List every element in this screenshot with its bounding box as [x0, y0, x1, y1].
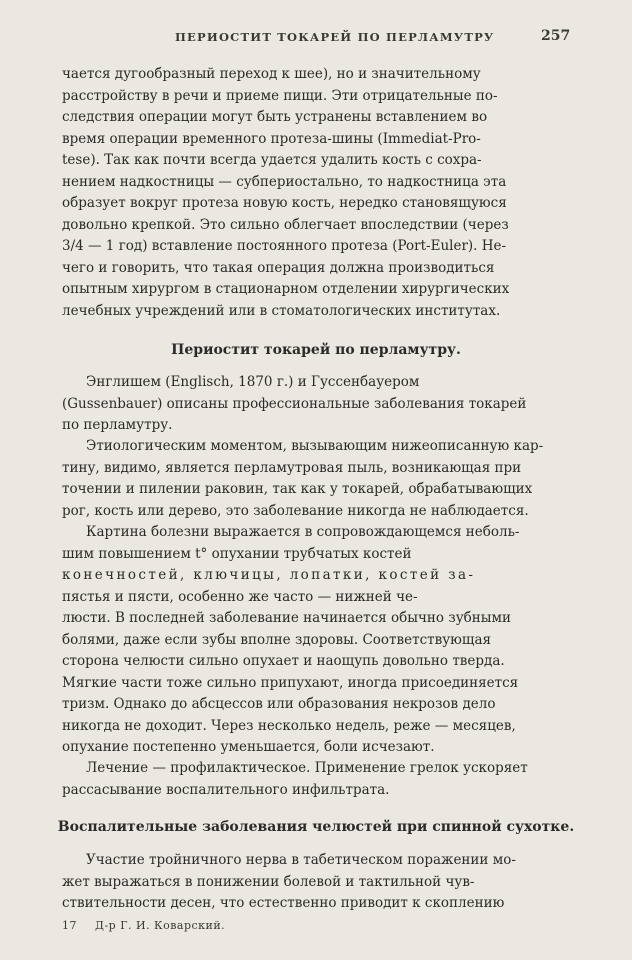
text-line: жет выражаться в понижении болевой и тактильной чув-	[62, 873, 475, 890]
author-signature: Д-р Г. И. Коварский.	[95, 919, 226, 932]
text-line: опытным хирургом в стационарном отделении хирургических	[62, 281, 510, 297]
text-line: время операции временного протеза-шины (Immediat-Pro-	[62, 130, 481, 147]
footer-signature	[62, 919, 225, 932]
text-line: тризм. Однако до абсцессов или образования некрозов дело	[62, 696, 496, 712]
text-line: рог, кость или дерево, это заболевание никогда не наблюдается.	[62, 502, 529, 519]
section-heading-tabes: Воспалительные заболевания челюстей при спинной сухотке.	[57, 819, 575, 835]
text-line: tese). Так как почти всегда удается удалить кость с сохра-	[62, 152, 482, 168]
text-line: Лечение — профилактическое. Применение грелок ускоряет	[86, 760, 528, 776]
page-number: 257	[541, 28, 571, 44]
text-line: конечностей, ключицы, лопатки, костей за-	[62, 567, 476, 583]
running-head: ПЕРИОСТИТ ТОКАРЕЙ ПО ПЕРЛАМУТРУ	[175, 30, 495, 44]
text-line: образует вокруг протеза новую кость, нередко становящуюся	[62, 195, 507, 211]
text-line: Участие тройничного нерва в табетическом поражении мо-	[86, 852, 516, 868]
text-line: 3/4 — 1 год) вставление постоянного протеза (Port-Euler). Не-	[62, 238, 507, 254]
text-line: расстройству в речи и приеме пищи. Эти отрицательные по-	[62, 87, 498, 104]
text-line: (Gussenbauer) описаны профессиональные заболевания токарей	[62, 395, 527, 412]
text-line: чего и говорить, что такая операция должна производиться	[62, 259, 495, 276]
text-line: Этиологическим моментом, вызывающим нижеописанную кар-	[86, 438, 544, 454]
section1-paragraph4	[62, 758, 570, 801]
text-line: никогда не доходит. Через несколько недель, реже — месяцев,	[62, 717, 516, 734]
text-line: сторона челюсти сильно опухает и наощупь довольно тверда.	[62, 653, 505, 669]
section2-paragraph1	[62, 850, 570, 915]
text-line: тину, видимо, является перламутровая пыль, возникающая при	[62, 459, 522, 476]
text-line: пястья и пясти, особенно же часто — нижней че-	[62, 588, 418, 605]
text-line: довольно крепкой. Это сильно облегчает впоследствии (через	[62, 216, 509, 233]
text-line: шим повышением t° опухании трубчатых костей	[62, 545, 412, 562]
text-line: точении и пилении раковин, так как у токарей, обрабатывающих	[62, 481, 533, 497]
sheet-number: 17	[62, 919, 77, 932]
text-line: опухание постепенно уменьшается, боли исчезают.	[62, 739, 435, 755]
text-line: нением надкостницы — субпериостально, то надкостница эта	[62, 173, 507, 190]
section-heading-pearl-turners: Периостит токарей по перламутру.	[171, 342, 461, 358]
text-line: ствительности десен, что естественно приводит к скоплению	[62, 895, 505, 911]
text-line: следствия операции могут быть устранены вставлением во	[62, 109, 488, 125]
text-line: люсти. В последней заболевание начинается обычно зубными	[62, 610, 512, 626]
text-line: болями, даже если зубы вполне здоровы. Соответствующая	[62, 631, 492, 648]
section1-paragraph1	[62, 372, 570, 437]
text-line: лечебных учреждений или в стоматологических институтах.	[62, 302, 501, 319]
top-paragraph	[62, 64, 570, 322]
section1-paragraph2	[62, 436, 570, 522]
text-line: Энглишем (Englisch, 1870 г.) и Гуссенбауером	[86, 374, 420, 390]
text-line: рассасывание воспалительного инфильтрата.	[62, 781, 390, 798]
text-line: Картина болезни выражается в сопровождающемся неболь-	[86, 524, 520, 540]
section1-paragraph3	[62, 522, 570, 759]
text-line: по перламутру.	[62, 417, 173, 433]
text-line: Мягкие части тоже сильно припухают, иногда присоединяется	[62, 674, 519, 691]
text-line: чается дугообразный переход к шее), но и значительному	[62, 66, 481, 82]
